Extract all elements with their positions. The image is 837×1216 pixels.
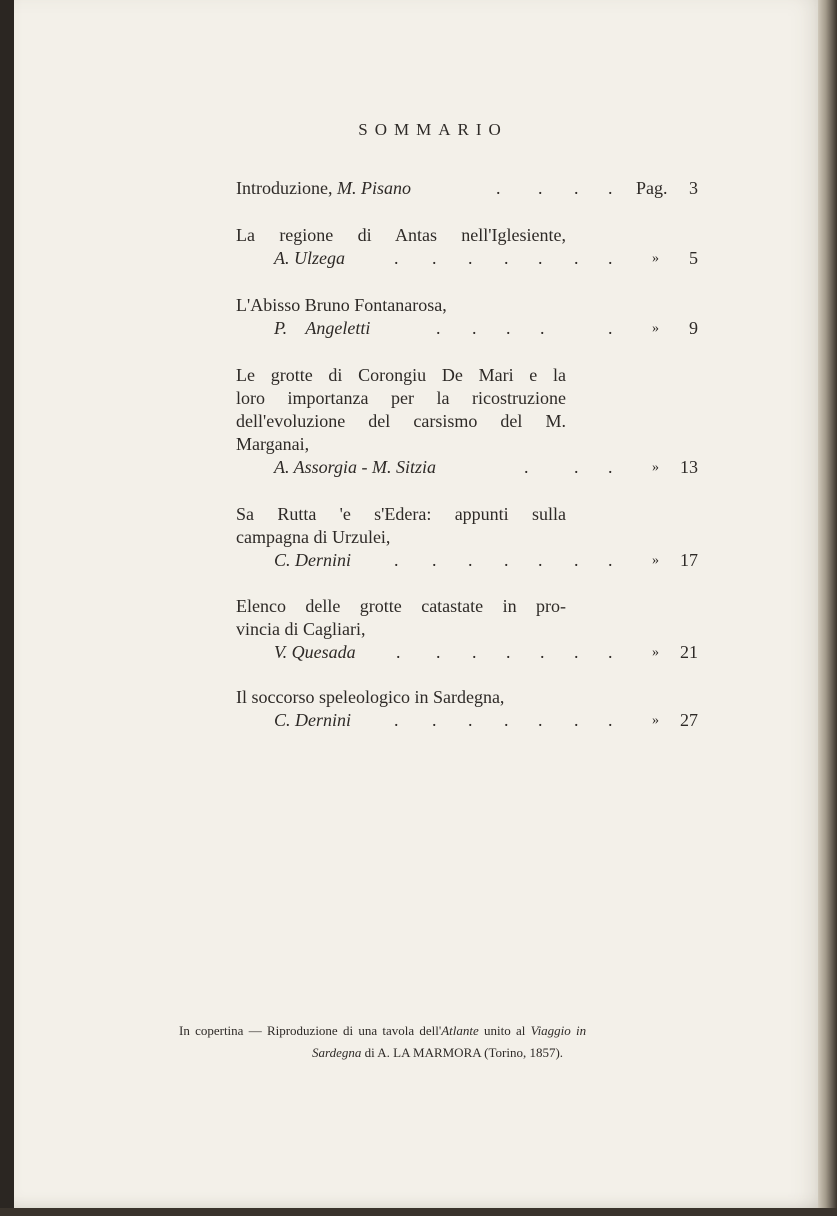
ditto-mark: » xyxy=(652,251,659,266)
toc-entry-title: La regione di Antas nell'Iglesiente, xyxy=(236,225,566,245)
toc-page-number: 13 xyxy=(680,457,698,477)
ditto-mark: » xyxy=(652,553,659,568)
leader-dots: . . . . . . . xyxy=(396,642,613,662)
toc-entry-author: V. Quesada xyxy=(274,642,356,662)
toc-line xyxy=(236,387,706,410)
toc-entry xyxy=(236,294,706,340)
toc-line xyxy=(236,549,706,572)
toc-entry xyxy=(236,503,706,572)
leader-dots: . . . . . . . xyxy=(394,710,613,730)
toc-line xyxy=(236,709,706,732)
toc-page-number: 3 xyxy=(689,178,698,198)
toc-entry-title: Le grotte di Corongiu De Mari e la xyxy=(236,365,566,385)
toc-line xyxy=(236,247,706,270)
toc-page-number: 27 xyxy=(680,710,698,730)
toc-line xyxy=(236,177,706,200)
toc-entry xyxy=(236,686,706,732)
toc-entry-author: C. Dernini xyxy=(274,550,352,570)
toc-line xyxy=(236,294,706,317)
leader-dots: . . . . xyxy=(496,178,613,198)
leader-dots: . . . xyxy=(524,457,613,477)
cover-caption-line: In copertina — Riproduzione di una tavola dell'Atlante unito al Viaggio in xyxy=(179,1023,587,1038)
toc-entry-author: C. Dernini xyxy=(274,710,352,730)
toc-entry-title: Il soccorso speleologico in Sardegna, xyxy=(236,687,505,707)
toc-line xyxy=(236,503,706,526)
toc-entry xyxy=(236,364,706,479)
page-title: SOMMARIO xyxy=(358,120,508,139)
toc-line xyxy=(236,618,706,641)
ditto-mark: » xyxy=(652,321,659,336)
toc-entry xyxy=(236,177,706,200)
toc-entry-title: L'Abisso Bruno Fontanarosa, xyxy=(236,295,447,315)
toc-entry-title: loro importanza per la ricostruzione xyxy=(236,388,566,408)
toc-entry-author: M. Pisano xyxy=(336,178,411,198)
cover-caption xyxy=(179,1020,779,1064)
toc-entry-author: A. Assorgia - M. Sitzia xyxy=(274,457,437,477)
toc-entry xyxy=(236,224,706,270)
toc-entry-title: campagna di Urzulei, xyxy=(236,527,391,547)
toc-entry-title: Sa Rutta 'e s'Edera: appunti sulla xyxy=(236,504,566,524)
page xyxy=(14,0,822,1210)
toc-page-number: 17 xyxy=(680,550,698,570)
toc-line xyxy=(236,526,706,549)
leader-dots: . . . . . . . xyxy=(394,550,613,570)
toc-page-number: 9 xyxy=(689,318,698,338)
leader-dots: . . . . . xyxy=(436,318,613,338)
page-edge-shadow xyxy=(818,0,837,1216)
toc-entry-title: Marganai, xyxy=(236,434,310,454)
toc-entry-title: dell'evoluzione del carsismo del M. xyxy=(236,411,566,431)
toc-line xyxy=(236,410,706,433)
toc-line xyxy=(236,686,706,709)
toc-line xyxy=(236,224,706,247)
toc-entry-author: A. Ulzega xyxy=(274,248,345,268)
toc-entry-title: Elenco delle grotte catastate in pro- xyxy=(236,596,566,616)
page-label: Pag. xyxy=(636,178,668,198)
toc-entry xyxy=(236,595,706,664)
toc-line xyxy=(236,456,706,479)
toc-line xyxy=(236,317,706,340)
ditto-mark: » xyxy=(652,460,659,475)
cover-caption-line: Sardegna di A. LA MARMORA (Torino, 1857). xyxy=(312,1045,564,1060)
toc-page-number: 5 xyxy=(689,248,698,268)
toc-line xyxy=(236,641,706,664)
ditto-mark: » xyxy=(652,713,659,728)
toc-entry-author: P. Angeletti xyxy=(274,318,371,338)
toc-line xyxy=(236,433,706,456)
leader-dots: . . . . . . . xyxy=(394,248,613,268)
toc-line xyxy=(236,364,706,387)
toc-page-number: 21 xyxy=(680,642,698,662)
bottom-edge-shadow xyxy=(0,1208,837,1216)
ditto-mark: » xyxy=(652,645,659,660)
toc-entry-title: Introduzione, M. Pisano xyxy=(236,178,411,198)
toc-line xyxy=(236,595,706,618)
toc-entry-title: vincia di Cagliari, xyxy=(236,619,366,639)
